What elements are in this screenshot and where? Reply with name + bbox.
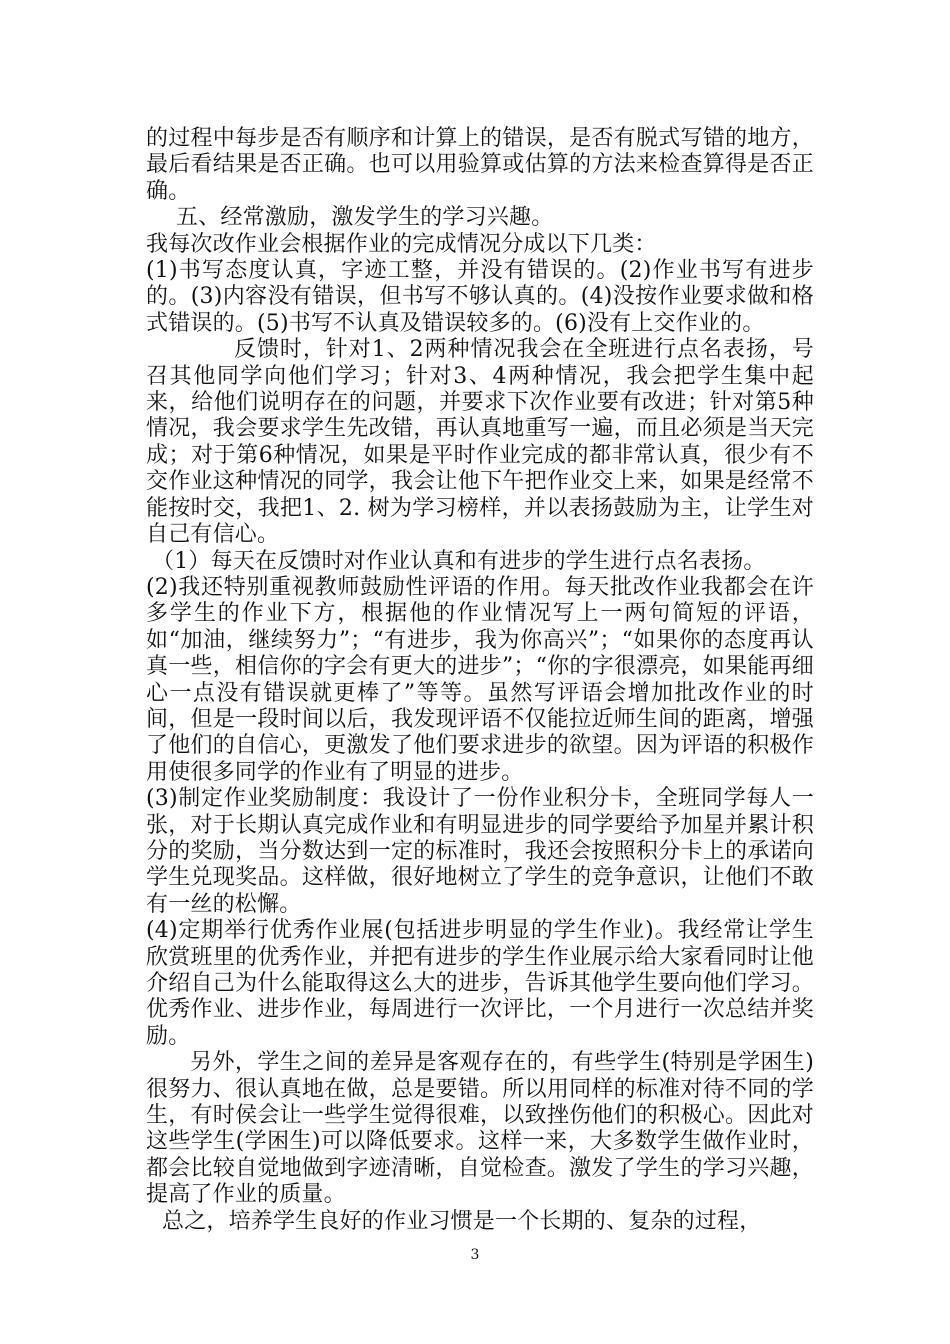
paragraph-point-3: (3)制定作业奖励制度：我设计了一份作业积分卡，全班同学每人一张，对于长期认真完成作业和有明显进步的同学要给予加星并累计积分的奖励，当分数达到一定的标准时，我还会按照积分卡上的承诺向学生兑现奖品。这样做，很好地树立了学生的竞争意识，让他们不敢有一丝的松懈。: [146, 786, 814, 917]
paragraph-feedback: 反馈时，针对1、2两种情况我会在全班进行点名表扬，号召其他同学向他们学习；针对3、4两种情况，我会把学生集中起来，给他们说明存在的问题，并要求下次作业要有改进；针对第5种情况，我会要求学生先改错，再认真地重写一遍，而且必须是当天完成；对于第6种情况，如果是平时作业完成的都非常认真，很少有不交作业这种情况的同学，我会让他下午把作业交上来，如果是经常不能按时交，我把1、2. 树为学习榜样，并以表扬鼓励为主，让学生对自己有信心。: [146, 337, 814, 548]
paragraph-check-process: 的过程中每步是否有顺序和计算上的错误，是否有脱式写错的地方，最后看结果是否正确。也可以用验算或估算的方法来检查算得是否正确。: [146, 126, 814, 204]
paragraph-point-1: （1）每天在反馈时对作业认真和有进步的学生进行点名表扬。: [152, 548, 766, 574]
paragraph-conclusion: 总之，培养学生良好的作业习惯是一个长期的、复杂的过程，: [162, 1208, 762, 1234]
paragraph-point-4: (4)定期举行优秀作业展(包括进步明显的学生作业)。我经常让学生欣赏班里的优秀作业，并把有进步的学生作业展示给大家看同时让他介绍自己为什么能取得这么大的进步，告诉其他学生要向他们学习。优秀作业、进步作业，每周进行一次评比，一个月进行一次总结并奖励。: [146, 918, 814, 1049]
document-body: [146, 126, 814, 1235]
paragraph-differences: 另外，学生之间的差异是客观存在的，有些学生(特别是学困生)很努力、很认真地在做，总是要错。所以用同样的标准对待不同的学生，有时侯会让一些学生觉得很难，以致挫伤他们的积极心。因此对这些学生(学困生)可以降低要求。这样一来，大多数学生做作业时，都会比较自觉地做到字迹清晰，自觉检查。激发了学生的学习兴趣，提高了作业的质量。: [146, 1050, 814, 1208]
section-heading-five: 五、经常激励，激发学生的学习兴趣。: [176, 205, 554, 231]
paragraph-categories-list: (1)书写态度认真，字迹工整，并没有错误的。(2)作业书写有进步的。(3)内容没有错误，但书写不够认真的。(4)没按作业要求做和格式错误的。(5)书写不认真及错误较多的。(6)没有上交作业的。: [146, 258, 814, 336]
page-number: 3: [470, 1247, 480, 1263]
paragraph-point-2: (2)我还特别重视教师鼓励性评语的作用。每天批改作业我都会在许多学生的作业下方，根据他的作业情况写上一两句简短的评语，如“加油，继续努力”；“有进步，我为你高兴”；“如果你的态度再认真一些，相信你的字会有更大的进步”；“你的字很漂亮，如果能再细心一点没有错误就更棒了”等等。虽然写评语会增加批改作业的时间，但是一段时间以后，我发现评语不仅能拉近师生间的距离，增强了他们的自信心，更激发了他们要求进步的欲望。因为评语的积极作用使很多同学的作业有了明显的进步。: [146, 574, 814, 785]
paragraph-categories-intro: 我每次改作业会根据作业的完成情况分成以下几类：: [146, 231, 657, 257]
